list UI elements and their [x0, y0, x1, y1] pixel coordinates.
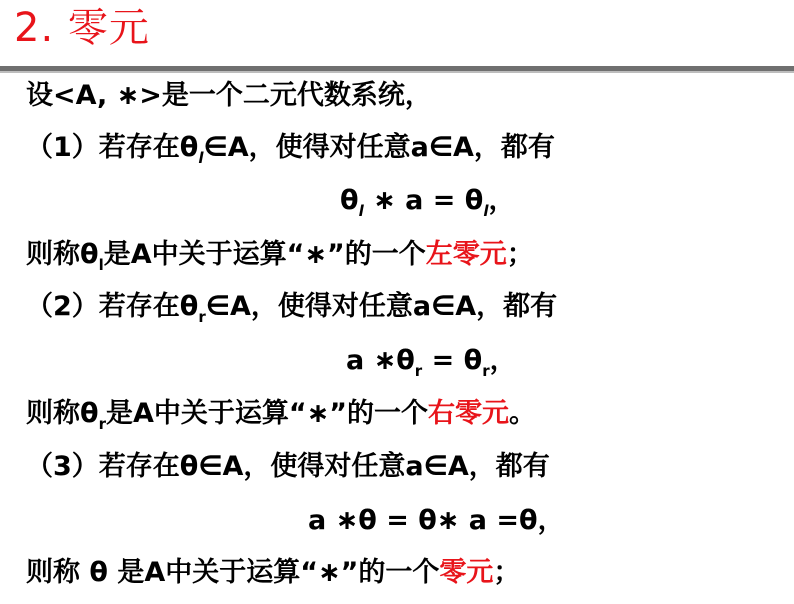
- equation-2-end: ，: [489, 345, 517, 376]
- slide-title: 2. 零元: [14, 5, 150, 51]
- definition-3-pre: 则称 θ 是A中关于运算“∗”的一个: [26, 557, 440, 588]
- definition-1-pre: 则称θ: [26, 239, 99, 270]
- subscript-l: l: [483, 202, 489, 220]
- definition-2-pre: 则称θ: [26, 398, 99, 429]
- condition-2-post: ∈A，使得对任意a∈A，都有: [205, 291, 558, 322]
- subscript-r: r: [414, 362, 423, 380]
- condition-2: [26, 290, 557, 324]
- definition-1-end: ；: [506, 239, 534, 270]
- equation-2-lhs: a ∗θ: [346, 345, 415, 376]
- subscript-l: l: [198, 149, 204, 167]
- definition-2-mid: 是A中关于运算“∗”的一个: [105, 398, 428, 429]
- term-right-zero: 右零元: [427, 398, 509, 429]
- equation-1-theta: θ: [340, 185, 359, 216]
- equation-2-body: = θ: [422, 345, 483, 376]
- condition-1-post: ∈A，使得对任意a∈A，都有: [203, 132, 555, 163]
- subscript-l: l: [98, 256, 104, 274]
- subscript-r: r: [98, 415, 106, 433]
- definition-left-zero: [26, 238, 534, 272]
- definition-right-zero: [26, 397, 536, 431]
- intro-line: 设<A, ∗>是一个二元代数系统，: [26, 80, 432, 111]
- subscript-r: r: [482, 362, 490, 380]
- condition-1-pre: （1）若存在θ: [26, 132, 199, 163]
- condition-2-pre: （2）若存在θ: [26, 291, 199, 322]
- equation-1: [340, 184, 516, 218]
- title-divider-shadow: [0, 71, 794, 73]
- equation-2: [346, 344, 517, 378]
- definition-1-mid: 是A中关于运算“∗”的一个: [103, 239, 426, 270]
- definition-3-end: ；: [493, 557, 521, 588]
- equation-3: a ∗θ = θ∗ a =θ，: [308, 505, 565, 536]
- subscript-r: r: [198, 308, 206, 326]
- definition-2-end: 。: [508, 398, 536, 429]
- equation-1-end: ，: [488, 185, 516, 216]
- subscript-l: l: [358, 202, 364, 220]
- definition-zero: [26, 556, 520, 590]
- term-left-zero: 左零元: [425, 239, 507, 270]
- condition-3: （3）若存在θ∈A，使得对任意a∈A，都有: [26, 451, 550, 482]
- term-zero: 零元: [439, 557, 494, 588]
- condition-1: [26, 131, 555, 165]
- equation-1-body: ∗ a = θ: [363, 185, 484, 216]
